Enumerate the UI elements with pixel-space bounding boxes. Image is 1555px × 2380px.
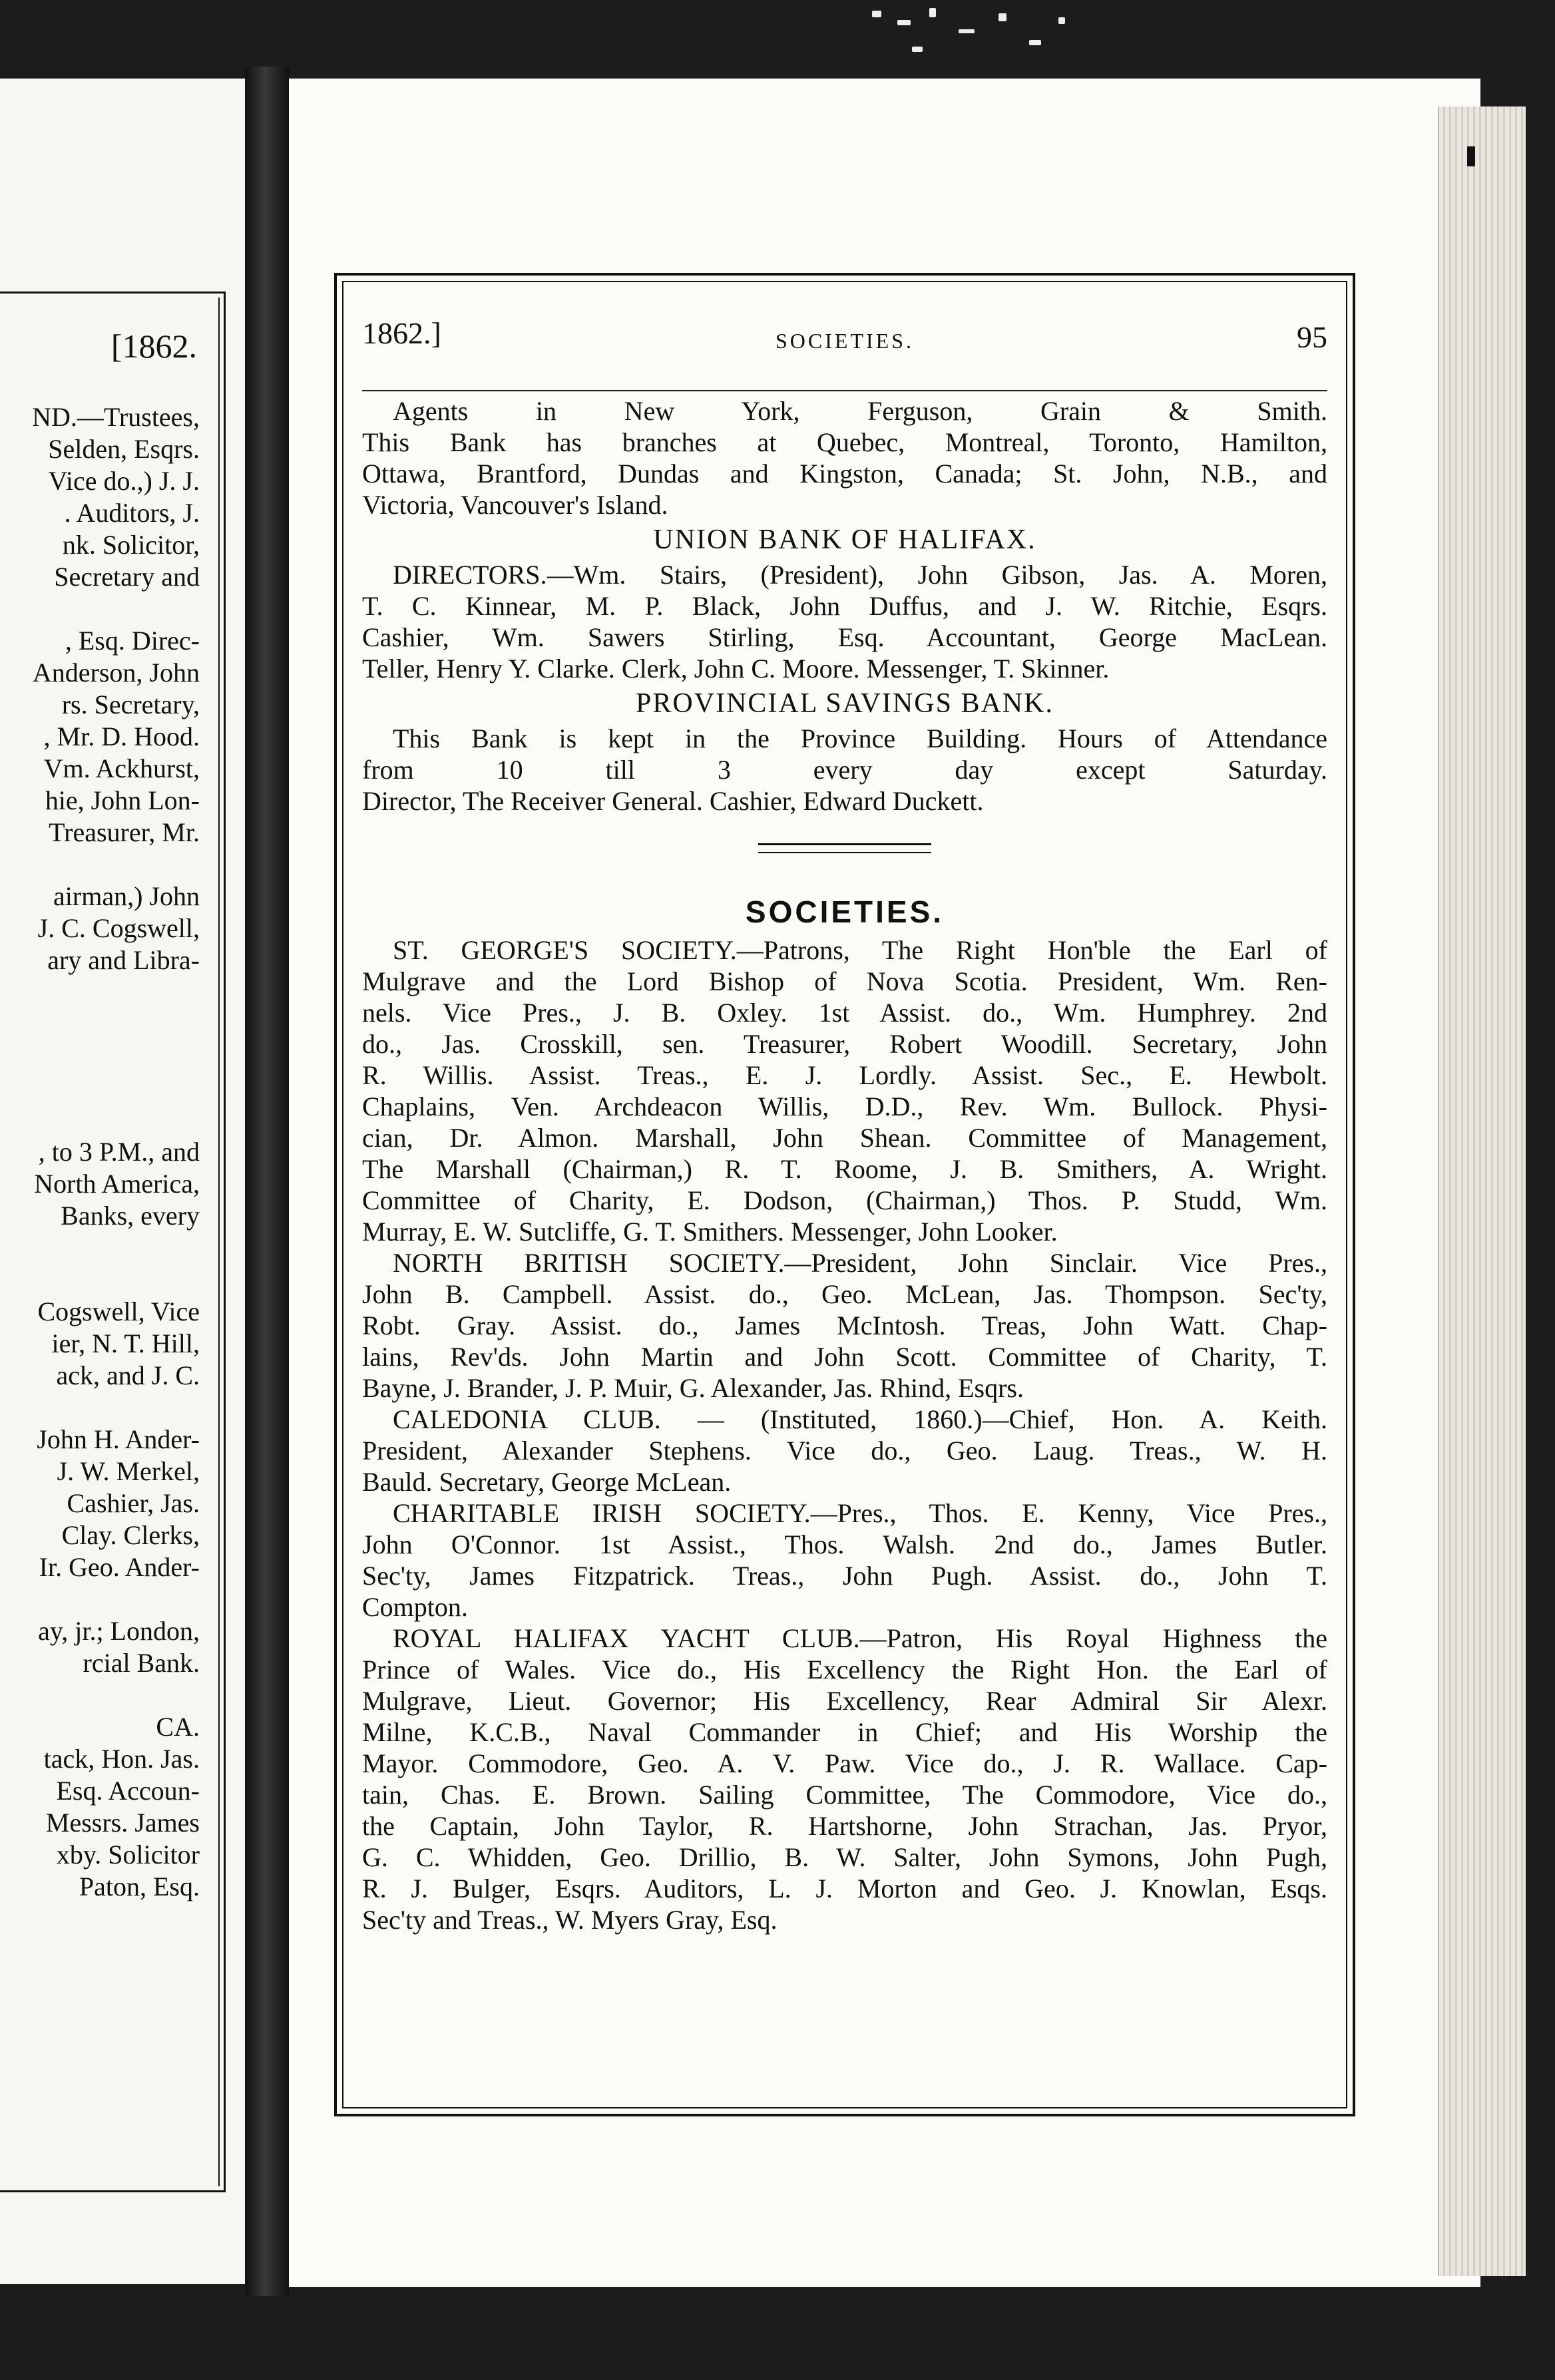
left-page-line	[0, 1264, 200, 1296]
st-georges-society-line: The Marshall (Chairman,) R. T. Roome, J. B. Smithers, A. Wright.	[362, 1154, 1327, 1184]
left-page-line	[0, 1583, 200, 1615]
left-page-line: Cashier, Jas.	[67, 1488, 200, 1518]
left-page-line: rcial Bank.	[83, 1648, 200, 1678]
caledonia-club-line: CALEDONIA CLUB. — (Instituted, 1860.)—Chief, Hon. A. Keith.	[393, 1404, 1327, 1434]
left-page-line: nk. Solicitor,	[62, 530, 200, 560]
left-page-line	[0, 593, 200, 625]
north-british-society-line: NORTH BRITISH SOCIETY.—President, John Sinclair. Vice Pres.,	[393, 1248, 1327, 1278]
left-page-line: . Auditors, J.	[64, 498, 200, 528]
societies-title: SOCIETIES.	[745, 894, 945, 929]
left-page-line: Clay. Clerks,	[61, 1520, 200, 1550]
bank-agents-paragraph	[362, 395, 1327, 520]
running-head-year: 1862.]	[362, 316, 441, 350]
royal-halifax-yacht-club-line: the Captain, John Taylor, R. Hartshorne, John Strachan, Jas. Pryor,	[362, 1811, 1327, 1841]
left-facing-page	[0, 79, 245, 2284]
left-page-line: , Mr. D. Hood.	[43, 721, 200, 751]
left-page-line: xby. Solicitor	[56, 1840, 200, 1870]
left-page-line: ND.—Trustees,	[32, 402, 200, 432]
left-page-line: Cogswell, Vice	[37, 1296, 200, 1326]
page-border	[334, 273, 1355, 2116]
union-bank-line: Teller, Henry Y. Clarke. Clerk, John C. Moore. Messenger, T. Skinner.	[362, 654, 1110, 684]
royal-halifax-yacht-club-line: Sec'ty and Treas., W. Myers Gray, Esq.	[362, 1905, 778, 1935]
st-georges-society-line: cian, Dr. Almon. Marshall, John Shean. Committee of Management,	[362, 1123, 1327, 1153]
left-page-line: Esq. Accoun-	[56, 1776, 200, 1806]
left-page-line	[0, 1104, 200, 1136]
page-number: 95	[1297, 320, 1327, 354]
left-page-line: CA.	[156, 1712, 200, 1742]
left-page-line	[0, 976, 200, 1008]
left-page-line: airman,) John	[53, 881, 200, 911]
left-page-line: J. W. Merkel,	[57, 1456, 200, 1486]
running-head-title: SOCIETIES.	[776, 329, 914, 353]
left-page-line: , Esq. Direc-	[65, 626, 200, 656]
st-georges-society-line: Committee of Charity, E. Dodson, (Chairman,) Thos. P. Studd, Wm.	[362, 1185, 1327, 1215]
charitable-irish-society-line: John O'Connor. 1st Assist., Thos. Walsh. 2nd do., James Butler.	[362, 1529, 1327, 1559]
left-page-line	[0, 849, 200, 881]
charitable-irish-society-line: Compton.	[362, 1592, 468, 1622]
north-british-society-line: Bayne, J. Brander, J. P. Muir, G. Alexander, Jas. Rhind, Esqrs.	[362, 1373, 1024, 1403]
left-page-line: ary and Libra-	[47, 945, 200, 975]
left-page-frame	[0, 292, 226, 2192]
royal-halifax-yacht-club-line: G. C. Whidden, Geo. Drillio, B. W. Salter, John Symons, John Pugh,	[362, 1842, 1327, 1872]
royal-halifax-yacht-club-line: tain, Chas. E. Brown. Sailing Committee, The Commodore, Vice do.,	[362, 1780, 1327, 1810]
north-british-society-entry	[362, 1247, 1327, 1404]
left-page-year: [1862.	[111, 327, 197, 365]
caledonia-club-entry	[362, 1404, 1327, 1497]
st-georges-society-line: Chaplains, Ven. Archdeacon Willis, D.D., Rev. Wm. Bullock. Physi-	[362, 1091, 1327, 1121]
book-gutter	[245, 67, 289, 2296]
caledonia-club-line: Bauld. Secretary, George McLean.	[362, 1467, 732, 1497]
left-page-line: ier, N. T. Hill,	[51, 1328, 200, 1358]
union-bank-line: Cashier, Wm. Sawers Stirling, Esq. Accountant, George MacLean.	[362, 622, 1327, 652]
left-page-line: North America,	[34, 1169, 200, 1199]
left-page-line: Selden, Esqrs.	[48, 434, 200, 464]
left-page-line	[0, 1232, 200, 1264]
left-page-line: Treasurer, Mr.	[49, 817, 200, 847]
left-page-line: ay, jr.; London,	[38, 1616, 200, 1646]
royal-halifax-yacht-club-line: R. J. Bulger, Esqrs. Auditors, L. J. Morton and Geo. J. Knowlan, Esqs.	[362, 1874, 1327, 1903]
left-page-line: rs. Secretary,	[61, 690, 200, 719]
north-british-society-line: lains, Rev'ds. John Martin and John Scott. Committee of Charity, T.	[362, 1342, 1327, 1372]
left-page-line: Anderson, John	[32, 658, 200, 688]
left-page-line: ack, and J. C.	[56, 1360, 200, 1390]
left-page-line: Banks, every	[61, 1201, 200, 1231]
st-georges-society-line: R. Willis. Assist. Treas., E. J. Lordly. Assist. Sec., E. Hewbolt.	[362, 1060, 1327, 1090]
union-bank-paragraph	[362, 559, 1327, 684]
caledonia-club-line: President, Alexander Stephens. Vice do., Geo. Laug. Treas., W. H.	[362, 1436, 1327, 1466]
left-page-line	[0, 1679, 200, 1711]
bank-agents-line: Victoria, Vancouver's Island.	[362, 490, 668, 520]
section-divider	[758, 843, 931, 853]
top-scan-specks	[865, 0, 1092, 73]
left-page-line: hie, John Lon-	[45, 785, 200, 815]
st-georges-society-line: Mulgrave and the Lord Bishop of Nova Scotia. President, Wm. Ren-	[362, 966, 1327, 996]
union-bank-line: DIRECTORS.—Wm. Stairs, (President), John Gibson, Jas. A. Moren,	[393, 560, 1327, 590]
provincial-bank-paragraph	[362, 723, 1327, 817]
page-edges	[1438, 106, 1526, 2276]
edge-mark	[1467, 146, 1475, 166]
union-bank-heading: UNION BANK OF HALIFAX.	[653, 524, 1036, 555]
st-georges-society-line: nels. Vice Pres., J. B. Oxley. 1st Assist. do., Wm. Humphrey. 2nd	[362, 998, 1327, 1028]
left-page-line: J. C. Cogswell,	[37, 913, 200, 943]
royal-halifax-yacht-club-line: Prince of Wales. Vice do., His Excellency the Right Hon. the Earl of	[362, 1655, 1327, 1685]
left-page-line: Paton, Esq.	[79, 1872, 200, 1901]
left-page-line	[0, 1008, 200, 1040]
left-page-line	[0, 1392, 200, 1424]
left-page-line: Messrs. James	[45, 1808, 200, 1838]
page-content	[362, 282, 1327, 2107]
left-page-line: Secretary and	[54, 562, 200, 592]
royal-halifax-yacht-club-line: Mayor. Commodore, Geo. A. V. Paw. Vice do., J. R. Wallace. Cap-	[362, 1748, 1327, 1778]
royal-halifax-yacht-club-line: Mulgrave, Lieut. Governor; His Excellency, Rear Admiral Sir Alexr.	[362, 1686, 1327, 1716]
provincial-bank-line: This Bank is kept in the Province Building. Hours of Attendance	[393, 723, 1327, 753]
bank-agents-line: This Bank has branches at Quebec, Montreal, Toronto, Hamilton,	[362, 427, 1327, 457]
left-page-line: Vm. Ackhurst,	[43, 753, 200, 783]
royal-halifax-yacht-club-line: Milne, K.C.B., Naval Commander in Chief; and His Worship the	[362, 1717, 1327, 1747]
left-page-line	[0, 1040, 200, 1072]
provincial-bank-line: Director, The Receiver General. Cashier, Edward Duckett.	[362, 786, 984, 816]
left-page-line	[0, 1072, 200, 1104]
st-georges-society-line: ST. GEORGE'S SOCIETY.—Patrons, The Right Hon'ble the Earl of	[393, 935, 1327, 965]
royal-halifax-yacht-club-line: ROYAL HALIFAX YACHT CLUB.—Patron, His Royal Highness the	[393, 1623, 1327, 1653]
left-page-line: Ir. Geo. Ander-	[39, 1552, 200, 1582]
left-page-line: John H. Ander-	[37, 1424, 200, 1454]
royal-halifax-yacht-club-entry	[362, 1623, 1327, 1935]
bank-agents-line: Ottawa, Brantford, Dundas and Kingston, Canada; St. John, N.B., and	[362, 459, 1327, 489]
st-georges-society-line: do., Jas. Crosskill, sen. Treasurer, Robert Woodill. Secretary, John	[362, 1029, 1327, 1059]
header-rule	[362, 390, 1327, 391]
left-page-text	[0, 401, 200, 1903]
body-text	[362, 395, 1327, 1935]
charitable-irish-society-line: Sec'ty, James Fitzpatrick. Treas., John Pugh. Assist. do., John T.	[362, 1561, 1327, 1591]
union-bank-line: T. C. Kinnear, M. P. Black, John Duffus, and J. W. Ritchie, Esqrs.	[362, 591, 1327, 621]
left-page-line: , to 3 P.M., and	[38, 1137, 200, 1167]
provincial-bank-heading: PROVINCIAL SAVINGS BANK.	[636, 688, 1054, 719]
page-border-inner	[342, 281, 1347, 2108]
bank-agents-line: Agents in New York, Ferguson, Grain & Smith.	[393, 396, 1327, 426]
north-british-society-line: Robt. Gray. Assist. do., James McIntosh. Treas, John Watt. Chap-	[362, 1310, 1327, 1340]
north-british-society-line: John B. Campbell. Assist. do., Geo. McLean, Jas. Thompson. Sec'ty,	[362, 1279, 1327, 1309]
left-page-line: Vice do.,) J. J.	[48, 466, 200, 496]
charitable-irish-society-line: CHARITABLE IRISH SOCIETY.—Pres., Thos. E. Kenny, Vice Pres.,	[393, 1498, 1327, 1528]
provincial-bank-line: from 10 till 3 every day except Saturday.	[362, 755, 1327, 785]
charitable-irish-society-entry	[362, 1497, 1327, 1623]
st-georges-society-line: Murray, E. W. Sutcliffe, G. T. Smithers. Messenger, John Looker.	[362, 1217, 1058, 1247]
st-georges-society-entry	[362, 934, 1327, 1247]
left-page-line: tack, Hon. Jas.	[43, 1744, 200, 1774]
